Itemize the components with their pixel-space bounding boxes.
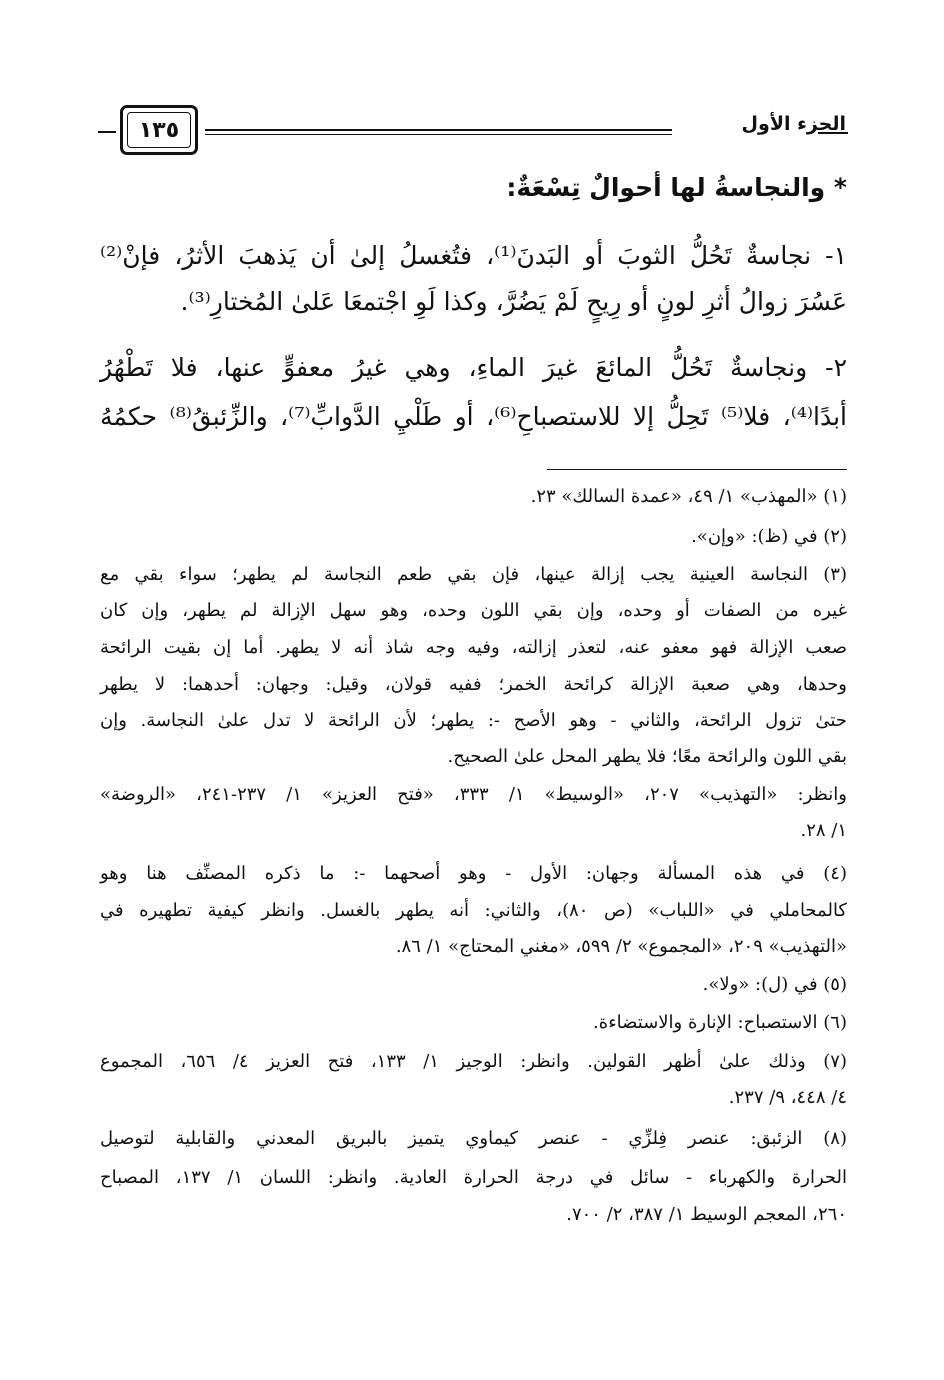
main-text-line: ٢- ونجاسةٌ تَحُلُّ المائعَ غيرَ الماءِ، وهي غيرُ معفوٍّ عنها، فلا تَطْهُرُ (100, 353, 847, 382)
running-header-title: الجزء الأول (741, 113, 846, 135)
header-rule-left (98, 131, 116, 133)
header-rule-middle (205, 129, 672, 131)
footnote-line: (٣) النجاسة العينية يجب إزالة عينها، فإن بقي طعم النجاسة لم يطهر؛ سواء بقي مع (100, 564, 847, 585)
footnote-line: حتىٰ تزول الرائحة، والثاني - وهو الأصح -: يطهر؛ لأن الرائحة لا تدل علىٰ النجاسة. وإن (100, 710, 847, 731)
footnote-line: ١/ ٢٨. (800, 820, 847, 841)
footnote-line: وانظر: «التهذيب» ٢٠٧، «الوسيط» ١/ ٣٣٣، «فتح العزيز» ١/ ٢٣٧-٢٤١، «الروضة» (100, 784, 847, 805)
footnote-line: (٧) وذلك علىٰ أظهر القولين. وانظر: الوجيز ١/ ١٣٣، فتح العزيز ٤/ ٦٥٦، المجموع (100, 1051, 847, 1072)
main-text-line: عَسُرَ زوالُ أثرِ لونٍ أو رِيحٍ لَمْ يَضُرَّ، وكذا لَوِ اجْتمعَا عَلىٰ المُختارِ⁽³⁾. (180, 287, 847, 316)
footnote-line: وحدها، وهي صعبة الإزالة كرائحة الخمر؛ ففيه قولان، وقيل: وجهان: أحدهما: لا يطهر (100, 674, 847, 695)
footnote-line: صعب الإزالة فهو معفو عنه، لتعذر إزالته، وفيه وجه شاذ أنه لا يطهر. أما إن بقيت الرائحة (100, 637, 847, 658)
footnote-line: (٤) في هذه المسألة وجهان: الأول - وهو أصحهما -: ما ذكره المصنِّف هنا وهو (100, 863, 847, 884)
footnote-line: «التهذيب» ٢٠٩، «المجموع» ٢/ ٥٩٩، «مغني المحتاج» ١/ ٨٦. (395, 936, 847, 957)
footnote-separator (547, 469, 847, 470)
footnote-line: (١) «المهذب» ١/ ٤٩، «عمدة السالك» ٢٣. (530, 486, 847, 507)
footnote-line: (٦) الاستصباح: الإنارة والاستضاءة. (593, 1012, 847, 1033)
footnote-line: كالمحاملي في «اللباب» (ص ٨٠)، والثاني: أنه يطهر بالغسل. وانظر كيفية تطهيره في (100, 900, 848, 921)
header-rule-middle-thin (205, 134, 672, 135)
footnote-line: (٥) في (ل): «ولا». (702, 974, 847, 995)
footnote-line: غيره من الصفات أو وحده، وإن بقي اللون وحده، وهو سهل الإزالة لم يطهر، وإن كان (100, 600, 847, 621)
footnote-line: (٢) في (ظ): «وإن». (691, 526, 847, 547)
section-heading: * والنجاسةُ لها أحوالٌ تِسْعَةٌ: (506, 173, 847, 202)
footnote-line: الحرارة والكهرباء - سائل في درجة الحرارة العادية. وانظر: اللسان ١/ ١٣٧، المصباح (100, 1167, 847, 1188)
main-text-line: أبدًا⁽⁴⁾، فلا⁽⁵⁾ تَحِلُّ إلا للاستصباحِ⁽⁶⁾، أو طَلْيِ الدَّوابِّ⁽⁷⁾، والزِّئبقُ⁽⁸⁾ حكمُهُ (100, 402, 847, 431)
footnote-line: ٢٦٠، المعجم الوسيط ١/ ٣٨٧، ٢/ ٧٠٠. (566, 1204, 847, 1225)
page-number: ١٣٥ (127, 112, 191, 148)
footnote-line: (٨) الزئبق: عنصر فِلزِّي - عنصر كيماوي يتميز بالبريق المعدني والقابلية لتوصيل (100, 1128, 847, 1149)
main-text-line: ١- نجاسةٌ تَحُلُّ الثوبَ أو البَدنَ⁽¹⁾، فتُغسلُ إلىٰ أن يَذهبَ الأثرُ، فإنْ⁽²⁾ (100, 241, 848, 270)
page-number-frame (120, 105, 198, 155)
footnote-line: ٤/ ٤٤٨، ٩/ ٢٣٧. (728, 1087, 847, 1108)
footnote-line: بقي اللون والرائحة معًا؛ فلا يطهر المحل علىٰ الصحيح. (447, 746, 847, 767)
